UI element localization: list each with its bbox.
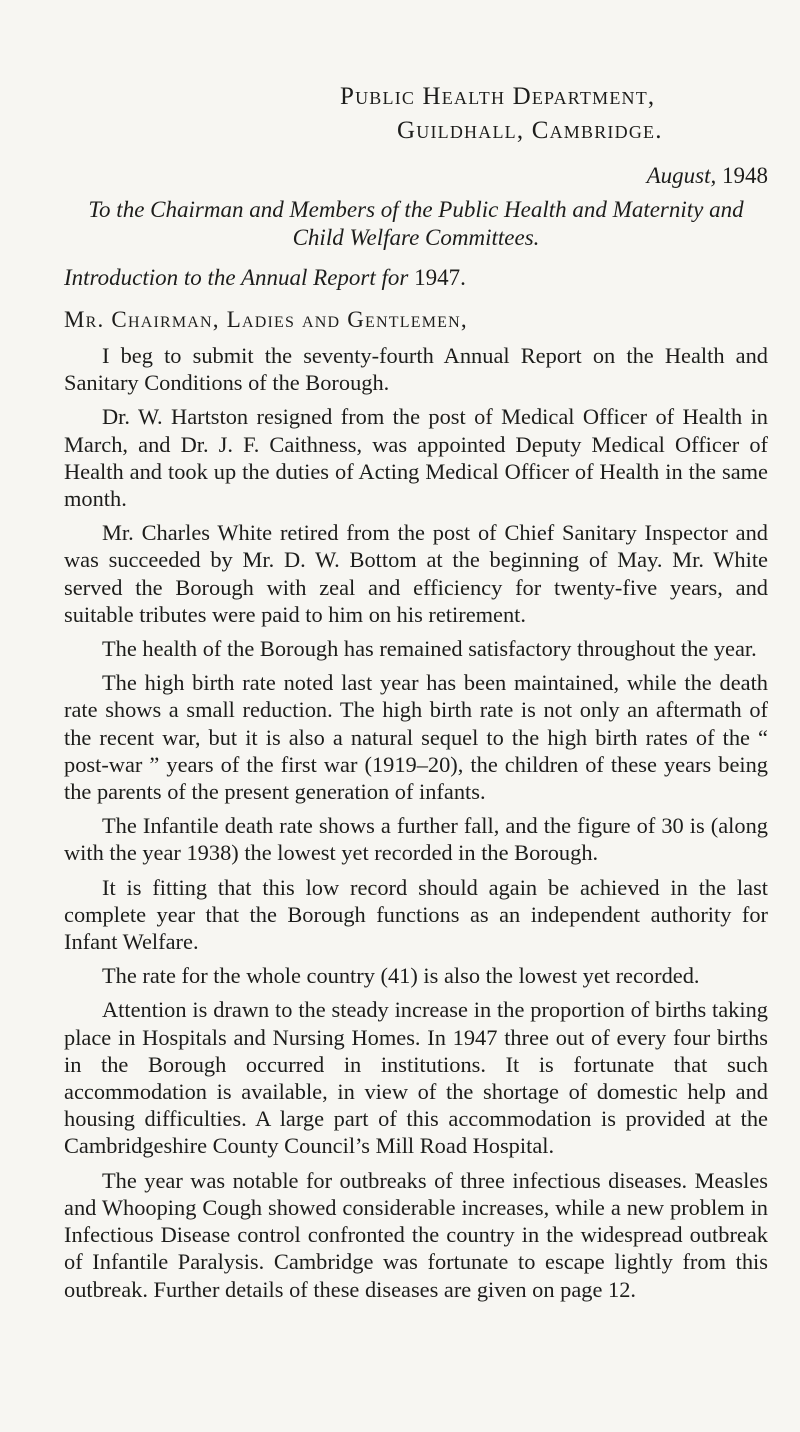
introduction-year: 1947. [414,265,466,290]
paragraph: The health of the Borough has remained satisfactory throughout the year. [102,636,757,662]
department-heading: Public Health Department, [340,83,656,110]
paragraph: Attention is drawn to the steady increase in the proportion of births taking place in Hospitals and Nursing Homes. In 1947 three out of every four births in the Borough occurred in institutions. It is fortunate that such accommodation is available, in view of the shortage of domestic help and housing difficulties. A large part of this accommodation is provided at the Cambridgeshire County Council’s Mill Road Hospital. [64,997,768,1159]
introduction-title [64,264,768,292]
date-month: August, [646,163,717,188]
date-year: 1948 [722,163,768,188]
paragraph: It is fitting that this low record should again be achieved in the last complete year that the Borough functions as an independent authority for Infant Welfare. [64,874,768,955]
addressee: To the Chairman and Members of the Public Health and Maternity and Child Welfare Committees. [88,197,744,250]
report-page [64,80,768,1303]
letter-date [64,158,768,194]
paragraph: I beg to submit the seventy-fourth Annual Report on the Health and Sanitary Conditions of the Borough. [64,343,768,396]
paragraph: Dr. W. Hartston resigned from the post of Medical Officer of Health in March, and Dr. J. F. Caithness, was appointed Deputy Medical Officer of Health and took up the duties of Acting Medical Officer of Health in the same month. [64,404,768,512]
salutation: Mr. Chairman, Ladies and Gentlemen, [64,307,468,332]
location-heading: Guildhall, Cambridge. [397,117,663,144]
paragraph: The year was notable for outbreaks of three infectious diseases. Measles and Whooping Cough showed considerable increases, while a new problem in Infectious Disease control confronted the country in the widespread outbreak of Infantile Paralysis. Cambridge was fortunate to escape lightly from this outbreak. Further details of these diseases are given on page 12. [64,1167,768,1302]
paragraph: The rate for the whole country (41) is also the lowest yet recorded. [102,963,700,989]
paragraph: The high birth rate noted last year has been maintained, while the death rate shows a small reduction. The high birth rate is not only an aftermath of the recent war, but it is also a natural sequel to the high birth rates of the “ post-war ” years of the first war (1919–20), the children of these years being the parents of the present generation of infants. [64,670,768,805]
paragraph: The Infantile death rate shows a further fall, and the figure of 30 is (along with the year 1938) the lowest yet recorded in the Borough. [64,813,768,866]
paragraph: Mr. Charles White retired from the post of Chief Sanitary Inspector and was succeeded by Mr. D. W. Bottom at the beginning of May. Mr. White served the Borough with zeal and efficiency for twenty-five years, and suitable tributes were paid to him on his retirement. [64,520,768,627]
introduction-text: Introduction to the Annual Report for [64,265,409,290]
